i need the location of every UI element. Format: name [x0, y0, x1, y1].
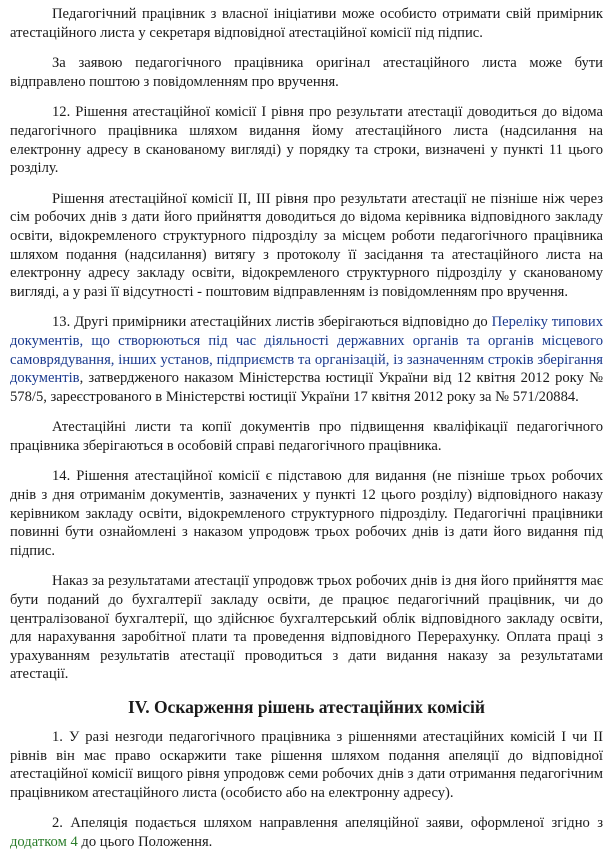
paragraph: За заявою педагогічного працівника оригінал атестаційного листа може бути відправлено поштою з повідомленням про вручення. [10, 55, 603, 90]
paragraph-item-1: 1. У разі незгоди педагогічного працівника з рішеннями атестаційних комісій І чи ІІ рівнів він має право оскаржити таке рішення шляхом подання апеляції до відповідної атестаційної комісії вищого рівня упродовж семи робочих днів з дати отримання педагогічним працівником атестаційного листа (особисто або на електронну адресу). [10, 729, 603, 801]
paragraph: Атестаційні листи та копії документів про підвищення кваліфікації педагогічного працівника зберігаються в особовій справі педагогічного працівника. [10, 419, 603, 454]
paragraph: Наказ за результатами атестації упродовж трьох робочих днів із дня його прийняття має бути поданий до бухгалтерії закладу освіти, де працює педагогічний працівник, чи до централізованої бухгалтерії, що здійснює бухгалтерський облік відповідного закладу освіти, для нарахування заробітної плати та проведення відповідного Перерахунку. Оплата праці з урахуванням результатів атестації проводиться з дати видання наказу за результатами атестації. [10, 573, 603, 683]
document-list-link[interactable]: Переліку типових документів, що створюються під час діяльності державних органів та органів місцевого самоврядування, інших установ, підприємств та організацій, із зазначенням строків зберігання документів [10, 314, 603, 387]
text: , затвердженого наказом Міністерства юстиції України від 12 квітня 2012 року № 578/5, зареєстрованого в Міністерстві юстиції України 17 квітня 2012 року за № 571/20884. [10, 370, 603, 405]
text: 2. Апеляція подається шляхом направлення апеляційної заяви, оформленої згідно з [52, 815, 603, 832]
appendix-4-link[interactable]: додатком 4 [10, 833, 78, 850]
paragraph-item-14: 14. Рішення атестаційної комісії є підставою для видання (не пізніше трьох робочих днів з дня отриманім документів, зазначених у пункті 12 цього розділу) відповідного наказу керівником закладу освіти, відокремленого структурного підрозділу. Педагогічні працівники повинні бути ознайомлені з наказом упродовж трьох робочих днів із дати його видання під підпис. [10, 468, 603, 559]
paragraph: Рішення атестаційної комісії ІІ, ІІІ рівня про результати атестації не пізніше ніж через сім робочих днів з дати його прийняття доводиться до відома керівника відповідного закладу освіти, відокремленого структурного підрозділу за місцем роботи педагогічного працівника шляхом подання (надсилання) витягу з протоколу її засідання та атестаційного листа на електронну адресу закладу освіти, відокремленого структурного підрозділу у сканованому вигляді, а у разі її відсутності - поштовим відправленням із повідомленням про вручення. [10, 190, 603, 300]
paragraph-item-13 [10, 313, 603, 406]
paragraph-item-12: 12. Рішення атестаційної комісії І рівня про результати атестації доводиться до відома педагогічного працівника шляхом видання йому атестаційного листа (надсилання на електронну адресу в сканованому вигляді) у порядку та строки, визначені у пункті 11 цього розділу. [10, 104, 603, 177]
text: до цього Положення. [77, 833, 213, 850]
paragraph-item-2 [10, 814, 603, 851]
paragraph: Педагогічний працівник з власної ініціативи може особисто отримати свій примірник атестаційного листа у секретаря відповідної атестаційної комісії під підпис. [10, 6, 603, 41]
text: 13. Другі примірники атестаційних листів зберігаються відповідно до [52, 314, 492, 331]
section-heading: IV. Оскарження рішень атестаційних комісій [128, 697, 485, 717]
